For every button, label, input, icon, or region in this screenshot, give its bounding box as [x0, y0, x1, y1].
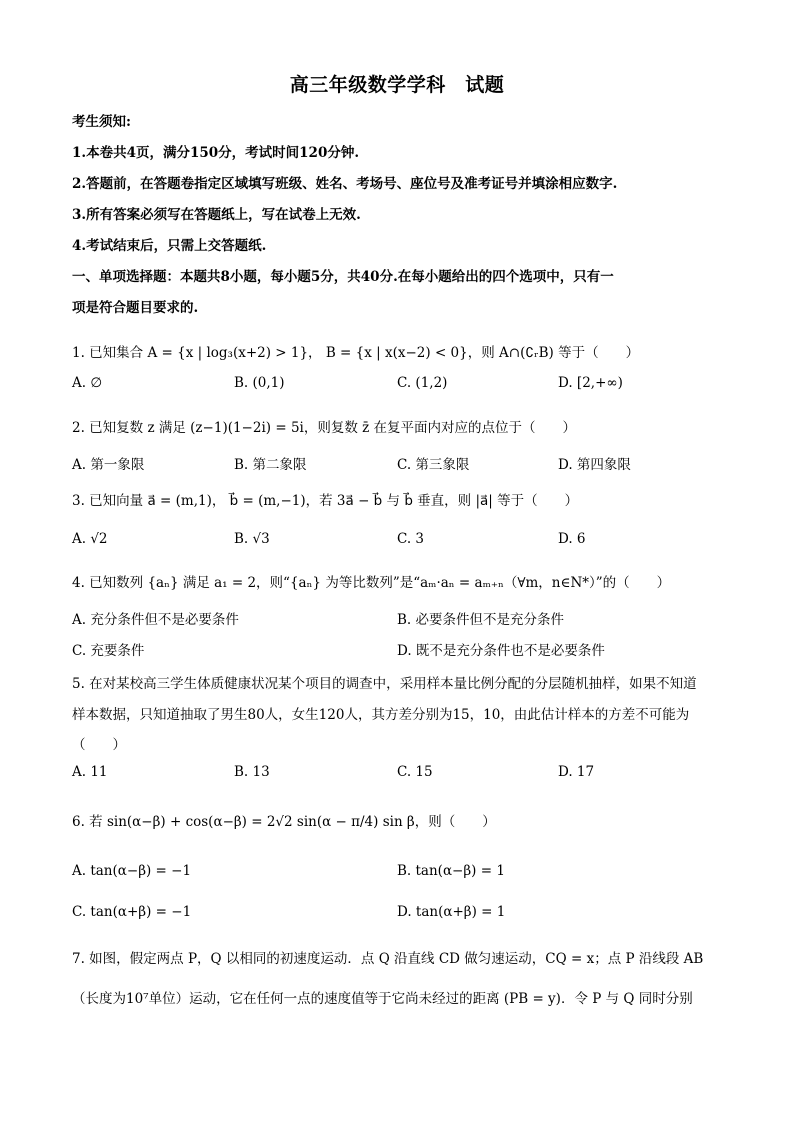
question-5-stem-line: 5. 在对某校高三学生体质健康状况某个项目的调查中，采用样本量比例分配的分层随机抽样，如果不知道: [72, 676, 697, 692]
question-6-option-d: D. tan(α+β) = 1: [397, 904, 506, 920]
notice-item: 2.答题前，在答题卷指定区域填写班级、姓名、考场号、座位号及准考证号并填涂相应数字.: [72, 176, 618, 192]
question-6-option-b: B. tan(α−β) = 1: [397, 863, 505, 879]
question-6-option-a: A. tan(α−β) = −1: [72, 863, 192, 879]
question-1-option-a: A. ∅: [72, 375, 103, 391]
question-3-option-d: D. 6: [558, 531, 586, 547]
question-2-option-d: D. 第四象限: [558, 457, 631, 473]
question-4-option-b: B. 必要条件但不是充分条件: [397, 612, 565, 628]
question-1-option-c: C. (1,2): [397, 375, 448, 391]
question-2-option-a: A. 第一象限: [72, 457, 145, 473]
question-5-option-b: B. 13: [234, 764, 270, 780]
section-heading-continued: 项是符合题目要求的.: [72, 300, 199, 316]
notice-item: 3.所有答案必须写在答题纸上，写在试卷上无效.: [72, 207, 361, 223]
question-4-option-d: D. 既不是充分条件也不是必要条件: [397, 643, 605, 659]
question-5-stem-line: （ ）: [72, 737, 126, 753]
question-3-option-c: C. 3: [397, 531, 425, 547]
question-6-option-c: C. tan(α+β) = −1: [72, 904, 192, 920]
notice-item: 1.本卷共4页，满分150分，考试时间120分钟.: [72, 145, 360, 161]
question-4-option-a: A. 充分条件但不是必要条件: [72, 612, 239, 628]
question-2-option-c: C. 第三象限: [397, 457, 470, 473]
notice-heading: 考生须知:: [72, 114, 131, 130]
question-1-stem: 1. 已知集合 A = {x | log₃(x+2) > 1}， B = {x | x(x−2) < 0}，则 A∩(∁ᵣB) 等于（ ）: [72, 345, 640, 361]
question-3-option-a: A. √2: [72, 531, 108, 547]
question-2-option-b: B. 第二象限: [234, 457, 307, 473]
question-5-option-a: A. 11: [72, 764, 108, 780]
question-5-stem-line: 样本数据，只知道抽取了男生80人，女生120人，其方差分别为15，10，由此估计样本的方差不可能为: [72, 707, 690, 723]
question-3-option-b: B. √3: [234, 531, 270, 547]
question-4-stem: 4. 已知数列 {aₙ} 满足 a₁ = 2，则“{aₙ} 为等比数列”是“aₘ·aₙ = aₘ₊ₙ（∀m，n∈N*）”的（ ）: [72, 575, 671, 591]
question-4-option-c: C. 充要条件: [72, 643, 145, 659]
question-5-option-d: D. 17: [558, 764, 595, 780]
question-1-option-b: B. (0,1): [234, 375, 285, 391]
question-1-option-d: D. [2,+∞): [558, 375, 623, 391]
question-5-option-c: C. 15: [397, 764, 433, 780]
question-3-stem: 3. 已知向量 a⃗ = (m,1)， b⃗ = (m,−1)，若 3a⃗ − b⃗ 与 b⃗ 垂直，则 |a⃗| 等于（ ）: [72, 493, 579, 509]
question-7-stem-line: （长度为10⁷单位）运动，它在任何一点的速度值等于它尚未经过的距离 (PB = y)．令 P 与 Q 同时分别: [72, 991, 693, 1007]
notice-item: 4.考试结束后，只需上交答题纸.: [72, 238, 267, 254]
question-2-stem: 2. 已知复数 z 满足 (z−1)(1−2i) = 5i，则复数 z̄ 在复平面内对应的点位于（ ）: [72, 420, 577, 436]
question-6-stem: 6. 若 sin(α−β) + cos(α−β) = 2√2 sin(α − π/4) sin β，则（ ）: [72, 814, 496, 830]
page-title: 高三年级数学学科 试题: [289, 74, 505, 96]
question-7-stem-line: 7. 如图，假定两点 P，Q 以相同的初速度运动．点 Q 沿直线 CD 做匀速运动，CQ = x；点 P 沿线段 AB: [72, 951, 704, 967]
section-heading: 一、单项选择题：本题共8小题，每小题5分，共40分.在每小题给出的四个选项中，只有一: [72, 269, 614, 285]
